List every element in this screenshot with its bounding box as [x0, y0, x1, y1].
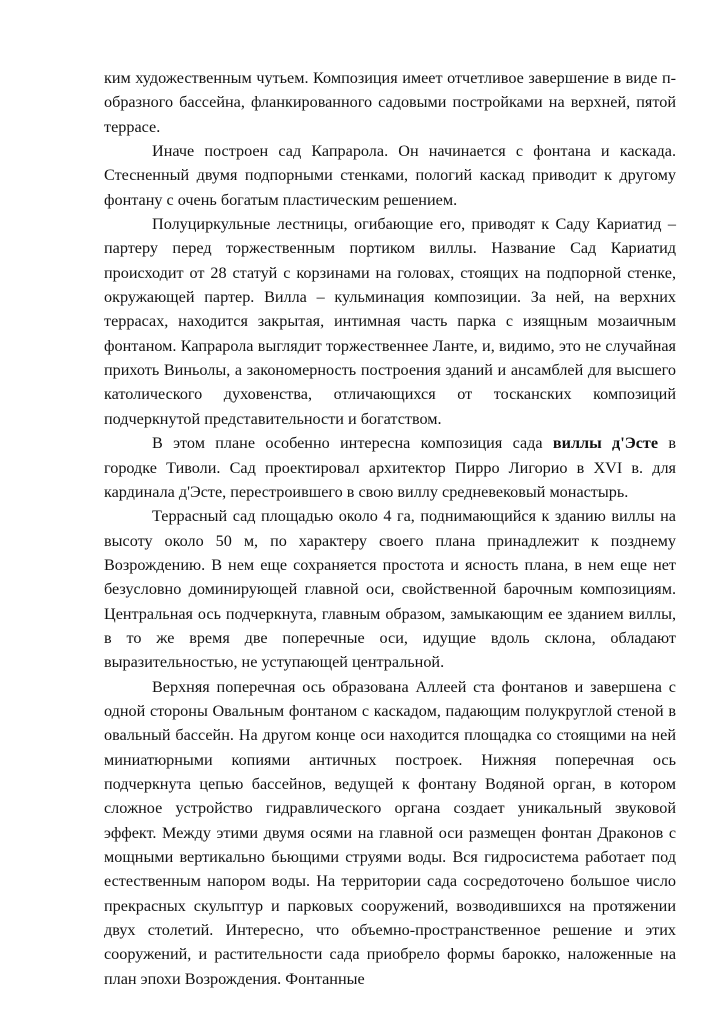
- document-body: [104, 66, 676, 991]
- paragraph-6: Верхняя поперечная ось образована Аллеей ста фонтанов и завершена с одной стороны Овальным фонтаном с каскадом, падающим полукруглой стеной в овальный бассейн. На другом конце оси находится площадка со стоящими на ней миниатюрными копиями античных построек. Нижняя поперечная ось подчеркнута цепью бассейнов, ведущей к фонтану Водяной орган, в котором сложное устройство гидравлического органа создает уникальный звуковой эффект. Между этими двумя осями на главной оси размещен фонтан Драконов с мощными вертикально бьющими струями воды. Вся гидросистема работает под естественным напором воды. На территории сада сосредоточено большое число прекрасных скульптур и парковых сооружений, возводившихся на протяжении двух столетий. Интересно, что объемно-пространственное решение и этих сооружений, и растительности сада приобрело формы барокко, наложенные на план эпохи Возрождения. Фонтанные: [104, 677, 676, 988]
- paragraph-3: Полуциркульные лестницы, огибающие его, приводят к Саду Кариатид – партеру перед торжественным портиком виллы. Название Сад Кариатид происходит от 28 статуй с корзинами на головах, стоящих на подпорной стенке, окружающей партер. Вилла – кульминация композиции. За ней, на верхних террасах, находится закрытая, интимная часть парка с изящным мозаичным фонтаном. Капрарола выглядит торжественнее Ланте, и, видимо, это не случайная прихоть Виньолы, а закономерность построения зданий и ансамблей для высшего католического духовенства, отличающихся от тосканских композиций подчеркнутой представительности и богатством.: [104, 215, 676, 428]
- paragraph-1: ким художественным чутьем. Композиция имеет отчетливое завершение в виде п-образного бассейна, фланкированного садовыми постройками на верхней, пятой террасе.: [104, 69, 676, 136]
- paragraph-2: Иначе построен сад Капрарола. Он начинается с фонтана и каскада. Стесненный двумя подпорными стенками, пологий каскад приводит к другому фонтану с очень богатым пластическим решением.: [104, 142, 676, 209]
- villa-d-este-bold: виллы д'Эсте: [552, 434, 659, 453]
- paragraph-4-text-before: В этом плане особенно интересна композиция сада: [152, 434, 553, 453]
- paragraph-4-text-after: в городке Тиволи. Сад проектировал архитектор Пирро Лигорио в XVI в. для кардинала д'Эсте, перестроившего в свою виллу средневековый монастырь.: [104, 434, 676, 501]
- paragraph-4: [104, 431, 676, 504]
- paragraph-5: Террасный сад площадью около 4 га, поднимающийся к зданию виллы на высоту около 50 м, по характеру своего плана принадлежит к позднему Возрождению. В нем еще сохраняется простота и ясность плана, в нем еще нет безусловно доминирующей главной оси, свойственной барочным композициям. Центральная ось подчеркнута, главным образом, замыкающим ее зданием виллы, в то же время две поперечные оси, идущие вдоль склона, обладают выразительностью, не уступающей центральной.: [104, 507, 676, 672]
